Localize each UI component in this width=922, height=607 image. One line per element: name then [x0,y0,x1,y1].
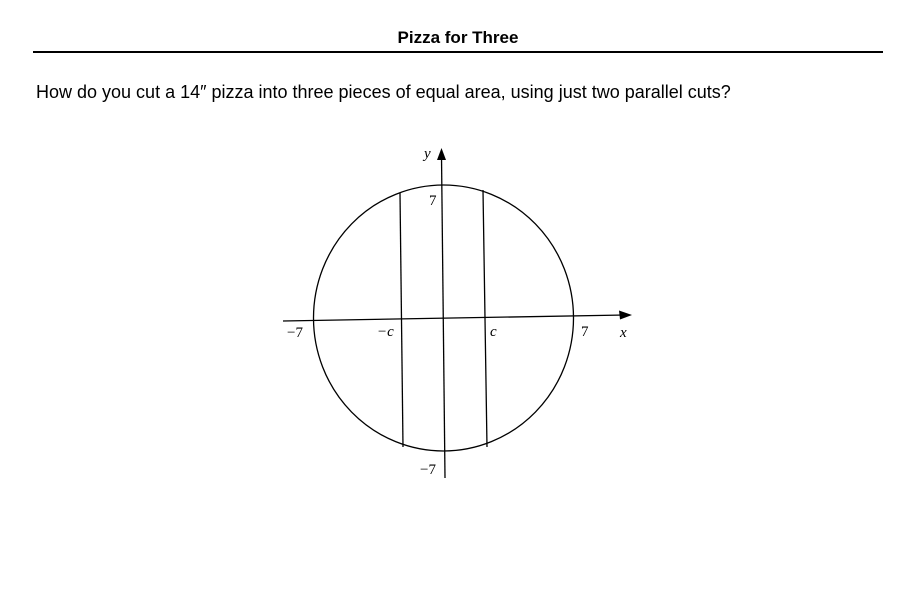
cut-left-label: −c [377,324,394,340]
page-title: Pizza for Three [397,28,519,47]
y-top-label: 7 [429,193,437,209]
x-right-label: 7 [581,324,589,340]
y-axis-arrow-icon [437,148,446,160]
x-left-label: −7 [287,325,303,341]
y-bottom-label: −7 [420,462,436,478]
question-text: How do you cut a 14″ pizza into three pieces of equal area, using just two parallel cuts? [36,82,731,102]
x-axis-label: x [620,325,627,341]
y-axis-label: y [424,146,431,162]
cut-line-left [400,193,403,447]
cut-right-label: c [490,324,497,340]
y-axis [442,156,446,478]
x-axis-arrow-icon [619,311,632,320]
cut-line-right [483,190,487,447]
